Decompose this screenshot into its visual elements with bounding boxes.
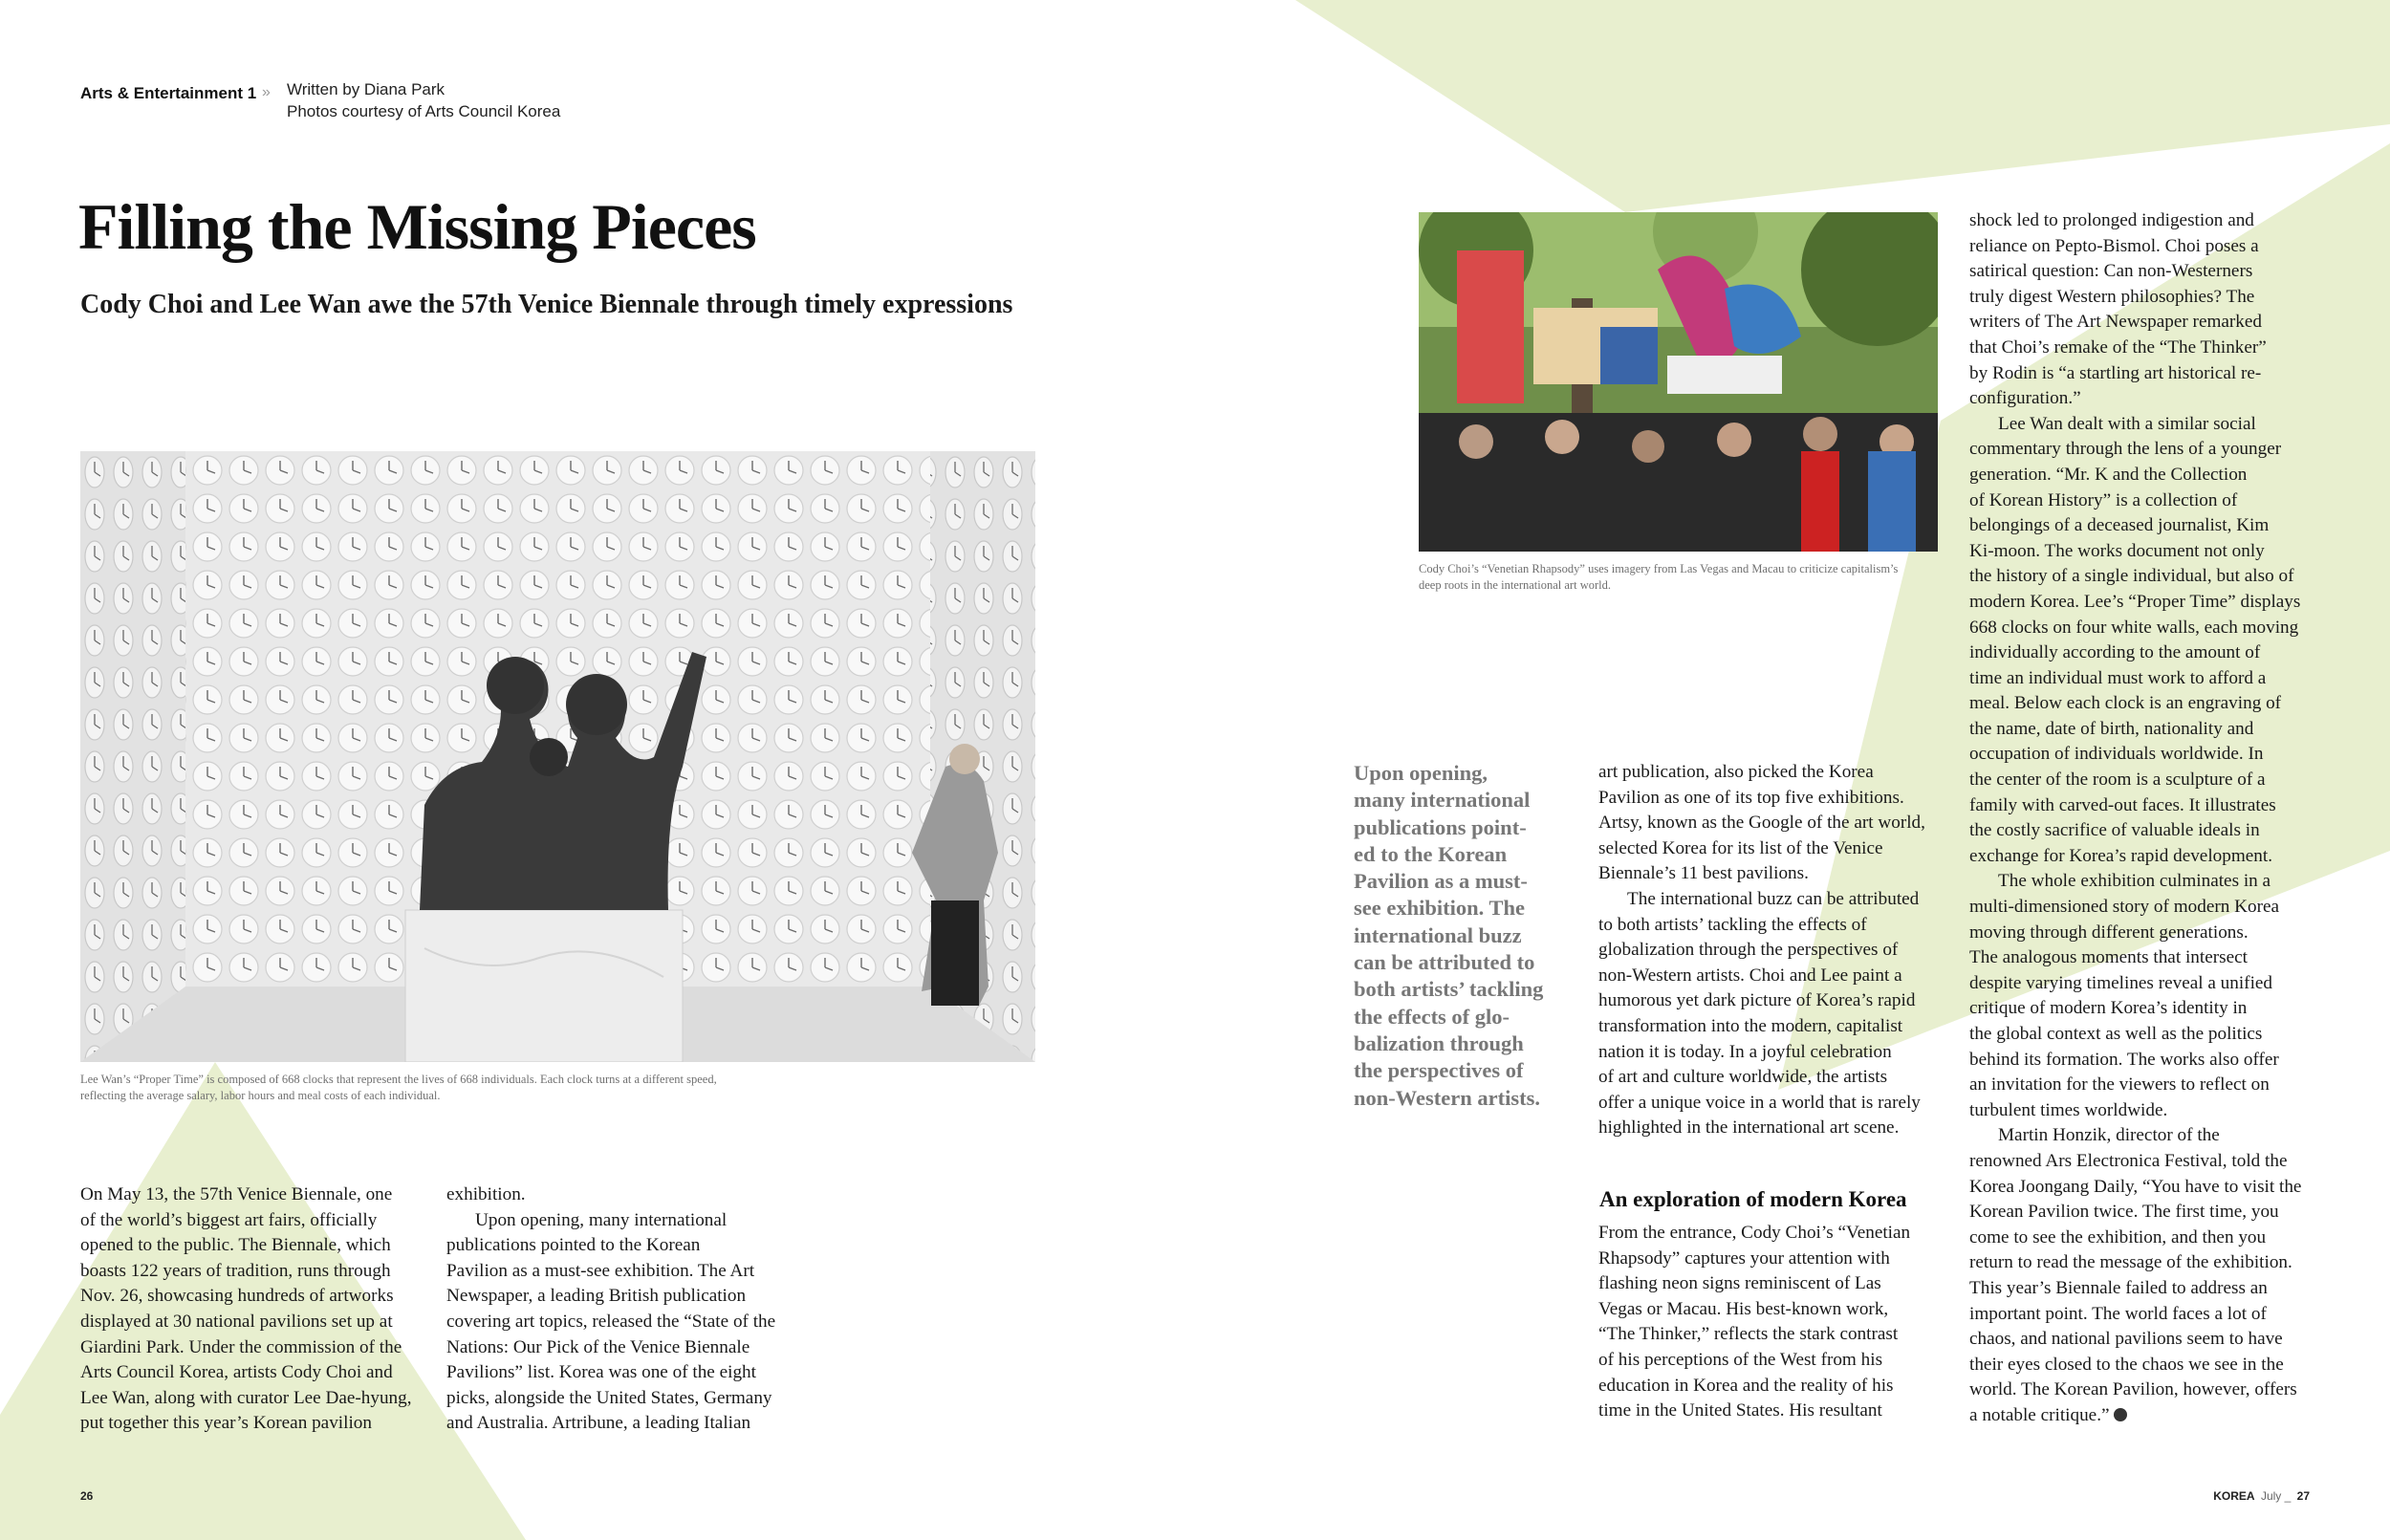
text-line: moving through different generations. (1969, 922, 2249, 943)
pull-quote-line: publications point- (1354, 814, 1527, 839)
text-line: The analogous moments that intersect (1969, 947, 2248, 968)
text-line: modern Korea. Lee’s “Proper Time” displays (1969, 591, 2301, 612)
byline (287, 78, 560, 122)
text-line: family with carved-out faces. It illustrates (1969, 794, 2276, 815)
pull-quote-line: non-Western artists. (1354, 1085, 1540, 1110)
byline-photos: Photos courtesy of Arts Council Korea (287, 102, 561, 120)
text-line: of the world’s biggest art fairs, officially (80, 1209, 378, 1230)
page-number-left: 26 (80, 1489, 94, 1503)
magazine-name: KOREA (2213, 1489, 2255, 1503)
text-line: an invitation for the viewers to reflect on (1969, 1074, 2270, 1095)
text-line: education in Korea and the reality of his (1598, 1375, 1894, 1396)
text-line: Martin Honzik, director of the (1998, 1125, 2220, 1146)
text-line: belongings of a deceased journalist, Kim (1969, 515, 2270, 536)
pull-quote-line: many international (1354, 788, 1531, 813)
pull-quote (1354, 760, 1554, 1112)
caption-proper-time (80, 1072, 717, 1104)
text-line: offer a unique voice in a world that is rarely (1598, 1092, 1921, 1113)
text-line: Nov. 26, showcasing hundreds of artworks (80, 1286, 394, 1307)
text-line: put together this year’s Korean pavilion (80, 1413, 372, 1434)
text-line: renowned Ars Electronica Festival, told the (1969, 1150, 2288, 1171)
pull-quote-line: Upon opening, (1354, 761, 1488, 785)
text-line: individually according to the amount of (1969, 642, 2261, 663)
text-line: Pavilions” list. Korea was one of the eight (446, 1362, 756, 1383)
text-line: opened to the public. The Biennale, which (80, 1235, 391, 1256)
pull-quote-line: the perspectives of (1354, 1058, 1524, 1083)
text-line: world. The Korean Pavilion, however, offers (1969, 1379, 2297, 1400)
text-line: by Rodin is “a startling art historical re- (1969, 362, 2262, 383)
text-line: Korean Pavilion twice. The first time, you (1969, 1202, 2279, 1223)
text-line: Nations: Our Pick of the Venice Biennale (446, 1336, 750, 1357)
text-line: the costly sacrifice of valuable ideals in (1969, 820, 2260, 841)
text-line: shock led to prolonged indigestion and (1969, 210, 2254, 230)
section-separator: » (262, 84, 271, 100)
page-number-right: 27 (2296, 1489, 2310, 1503)
text-line: to both artists’ tackling the effects of (1598, 914, 1867, 935)
text-line: exhibition. (446, 1184, 526, 1204)
text-line: truly digest Western philosophies? The (1969, 286, 2255, 307)
text-line: flashing neon signs reminiscent of Las (1598, 1273, 1881, 1294)
issue-month: July _ (2260, 1489, 2292, 1503)
text-line: Korea Joongang Daily, “You have to visit the (1969, 1176, 2302, 1197)
section-subhead: An exploration of modern Korea (1599, 1187, 1907, 1211)
text-line: time in the United States. His resultant (1598, 1400, 1882, 1421)
text-line: selected Korea for its list of the Venice (1598, 837, 1883, 858)
text-line: 668 clocks on four white walls, each moving (1969, 617, 2299, 638)
caption-line: Cody Choi’s “Venetian Rhapsody” uses imagery from Las Vegas and Macau to criticize capitalism’s (1419, 562, 1899, 575)
text-line: turbulent times worldwide. (1969, 1099, 2168, 1120)
text-line: Lee Wan dealt with a similar social (1998, 413, 2256, 434)
body-column-3 (1598, 760, 1962, 1141)
text-line (1969, 1403, 2352, 1429)
photo-proper-time (80, 451, 1035, 1062)
text-line: and Australia. Artribune, a leading Italian (446, 1413, 751, 1434)
text-line: Newspaper, a leading British publication (446, 1286, 747, 1307)
byline-author: Written by Diana Park (287, 80, 445, 98)
pull-quote-line: the effects of glo- (1354, 1004, 1510, 1029)
text-line: multi-dimensioned story of modern Korea (1969, 897, 2279, 918)
green-triangle-top-right (1295, 0, 2390, 212)
text-line: writers of The Art Newspaper remarked (1969, 312, 2262, 333)
caption-line: deep roots in the international art world. (1419, 578, 1611, 592)
photo-venetian-rhapsody (1419, 212, 1938, 552)
body-column-4 (1969, 208, 2352, 1429)
text-line: the history of a single individual, but also of (1969, 566, 2294, 587)
text-line: displayed at 30 national pavilions set up at (80, 1311, 393, 1332)
text-line: Artsy, known as the Google of the art world, (1598, 813, 1925, 834)
caption-line: reflecting the average salary, labor hours and meal costs of each individual. (80, 1089, 441, 1102)
text-line: satirical question: Can non-Westerners (1969, 261, 2253, 282)
text-line: picks, alongside the United States, Germany (446, 1387, 772, 1408)
article-title: Filling the Missing Pieces (78, 190, 756, 263)
text-line: come to see the exhibition, and then you (1969, 1226, 2267, 1247)
text-line: Vegas or Macau. His best-known work, (1598, 1298, 1889, 1319)
text-line: generation. “Mr. K and the Collection (1969, 464, 2248, 485)
text-line: Ki-moon. The works document not only (1969, 540, 2265, 561)
text-line: globalization through the perspectives of (1598, 940, 1899, 961)
text-line: non-Western artists. Choi and Lee paint a (1598, 965, 1902, 986)
text-line: Upon opening, many international (475, 1209, 728, 1230)
text-line: Lee Wan, along with curator Lee Dae-hyung, (80, 1387, 412, 1408)
text-line: humorous yet dark picture of Korea’s rapid (1598, 990, 1916, 1011)
text-line: This year’s Biennale failed to address an (1969, 1277, 2268, 1298)
caption-venetian-rhapsody (1419, 561, 1898, 594)
article-subtitle: Cody Choi and Lee Wan awe the 57th Venice Biennale through timely expressions (80, 290, 1013, 319)
pull-quote-line: Pavilion as a must- (1354, 869, 1528, 894)
text-line: chaos, and national pavilions seem to have (1969, 1329, 2283, 1350)
text-line: despite varying timelines reveal a unified (1969, 972, 2273, 993)
text-line: the name, date of birth, nationality and (1969, 718, 2254, 739)
text-line: occupation of individuals worldwide. In (1969, 744, 2264, 765)
text-line: that Choi’s remake of the “The Thinker” (1969, 336, 2267, 358)
text-line: Pavilion as a must-see exhibition. The Art (446, 1260, 755, 1281)
pull-quote-line: can be attributed to (1354, 950, 1535, 975)
text-line: art publication, also picked the Korea (1598, 762, 1874, 782)
text-line: exchange for Korea’s rapid development. (1969, 845, 2272, 866)
pull-quote-line: balization through (1354, 1030, 1524, 1055)
text-line: reliance on Pepto-Bismol. Choi poses a (1969, 235, 2259, 256)
text-line: Biennale’s 11 best pavilions. (1598, 863, 1809, 884)
body-column-1 (80, 1182, 444, 1437)
text-line: commentary through the lens of a younger (1969, 439, 2282, 460)
text-line: return to read the message of the exhibition. (1969, 1252, 2292, 1273)
text-line: of Korean History” is a collection of (1969, 489, 2238, 510)
text-line: Rhapsody” captures your attention with (1598, 1247, 1890, 1269)
text-line: boasts 122 years of tradition, runs through (80, 1260, 391, 1281)
text-line: covering art topics, released the “State of the (446, 1311, 776, 1332)
text-line: From the entrance, Cody Choi’s “Venetian (1598, 1223, 1911, 1243)
text-line: the global context as well as the politics (1969, 1024, 2263, 1044)
folio-right (2213, 1489, 2310, 1503)
text-line: On May 13, the 57th Venice Biennale, one (80, 1184, 393, 1204)
text-line: nation it is today. In a joyful celebration (1598, 1041, 1892, 1062)
text-line: behind its formation. The works also offer (1969, 1049, 2279, 1070)
text-line: configuration.” (1969, 388, 2081, 409)
text-line: critique of modern Korea’s identity in (1969, 998, 2248, 1019)
pull-quote-line: see exhibition. The (1354, 896, 1525, 921)
text-line: “The Thinker,” reflects the stark contrast (1598, 1324, 1899, 1345)
section-tag: Arts & Entertainment 1 (80, 84, 257, 102)
text-line: Arts Council Korea, artists Cody Choi and (80, 1362, 393, 1383)
text-line: transformation into the modern, capitalist (1598, 1015, 1903, 1036)
text-line: of his perceptions of the West from his (1598, 1349, 1883, 1370)
pull-quote-line: international buzz (1354, 922, 1522, 947)
text-line: highlighted in the international art scene. (1598, 1117, 1900, 1139)
text-line: Pavilion as one of its top five exhibitions. (1598, 787, 1904, 808)
text-line: The whole exhibition culminates in a (1998, 871, 2271, 892)
text-line: The international buzz can be attributed (1627, 888, 1920, 909)
pull-quote-line: ed to the Korean (1354, 841, 1508, 866)
pull-quote-line: both artists’ tackling (1354, 977, 1544, 1002)
text-line: publications pointed to the Korean (446, 1235, 701, 1256)
caption-line: Lee Wan’s “Proper Time” is composed of 668 clocks that represent the lives of 668 individuals. Each clock turns at a different speed, (80, 1073, 717, 1086)
text-line: Giardini Park. Under the commission of the (80, 1336, 402, 1357)
body-column-2 (446, 1182, 810, 1437)
text-line-content: a notable critique.” (1969, 1404, 2110, 1425)
body-column-3-continued (1598, 1221, 1962, 1424)
end-mark-icon (2114, 1408, 2127, 1421)
text-line: important point. The world faces a lot of (1969, 1303, 2267, 1324)
text-line: the center of the room is a sculpture of a (1969, 770, 2266, 791)
text-line: time an individual must work to afford a (1969, 667, 2267, 688)
text-line: meal. Below each clock is an engraving of (1969, 693, 2282, 714)
text-line: of art and culture worldwide, the artists (1598, 1067, 1888, 1088)
text-line: their eyes closed to the chaos we see in the (1969, 1354, 2284, 1375)
